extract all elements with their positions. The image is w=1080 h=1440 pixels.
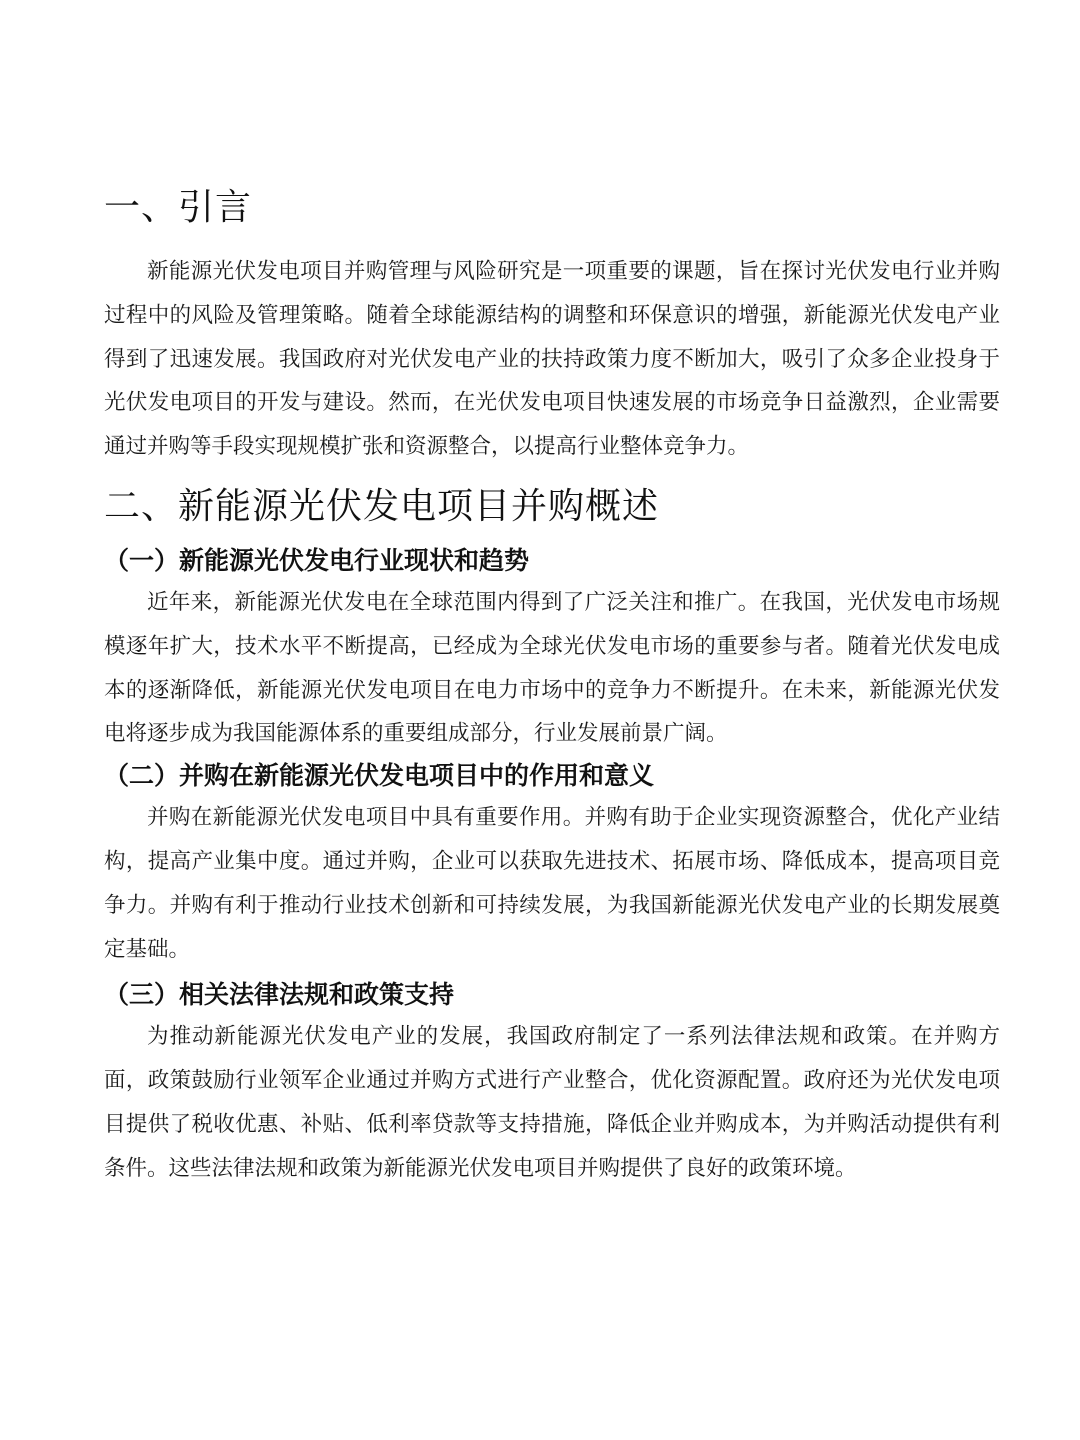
section-heading-overview: 二、新能源光伏发电项目并购概述 [104, 485, 660, 527]
document-body [104, 180, 1000, 1191]
industry-status-paragraph: 近年来，新能源光伏发电在全球范围内得到了广泛关注和推广。在我国，光伏发电市场规模逐年扩大，技术水平不断提高，已经成为全球光伏发电市场的重要参与者。随着光伏发电成本的逐渐降低，新能源光伏发电项目在电力市场中的竞争力不断提升。在未来，新能源光伏发电将逐步成为我国能源体系的重要组成部分，行业发展前景广阔。 [104, 589, 1000, 747]
subsection-heading-industry-status: （一）新能源光伏发电行业现状和趋势 [104, 545, 530, 575]
role-of-mna-paragraph: 并购在新能源光伏发电项目中具有重要作用。并购有助于企业实现资源整合，优化产业结构，提高产业集中度。通过并购，企业可以获取先进技术、拓展市场、降低成本，提高项目竞争力。并购有利于推动行业技术创新和可持续发展，为我国新能源光伏发电产业的长期发展奠定基础。 [104, 805, 1000, 962]
section-heading-introduction: 一、引言 [104, 187, 253, 228]
subsection-heading-role-of-mna: （二）并购在新能源光伏发电项目中的作用和意义 [104, 761, 655, 791]
subsection-heading-laws-policies: （三）相关法律法规和政策支持 [104, 980, 455, 1010]
introduction-paragraph: 新能源光伏发电项目并购管理与风险研究是一项重要的课题，旨在探讨光伏发电行业并购过程中的风险及管理策略。随着全球能源结构的调整和环保意识的增强，新能源光伏发电产业得到了迅速发展。我国政府对光伏发电产业的扶持政策力度不断加大，吸引了众多企业投身于光伏发电项目的开发与建设。然而，在光伏发电项目快速发展的市场竞争日益激烈，企业需要通过并购等手段实现规模扩张和资源整合，以提高行业整体竞争力。 [104, 259, 1000, 460]
laws-policies-paragraph: 为推动新能源光伏发电产业的发展，我国政府制定了一系列法律法规和政策。在并购方面，政策鼓励行业领军企业通过并购方式进行产业整合，优化资源配置。政府还为光伏发电项目提供了税收优惠、补贴、低利率贷款等支持措施，降低企业并购成本，为并购活动提供有利条件。这些法律法规和政策为新能源光伏发电项目并购提供了良好的政策环境。 [104, 1024, 1000, 1181]
